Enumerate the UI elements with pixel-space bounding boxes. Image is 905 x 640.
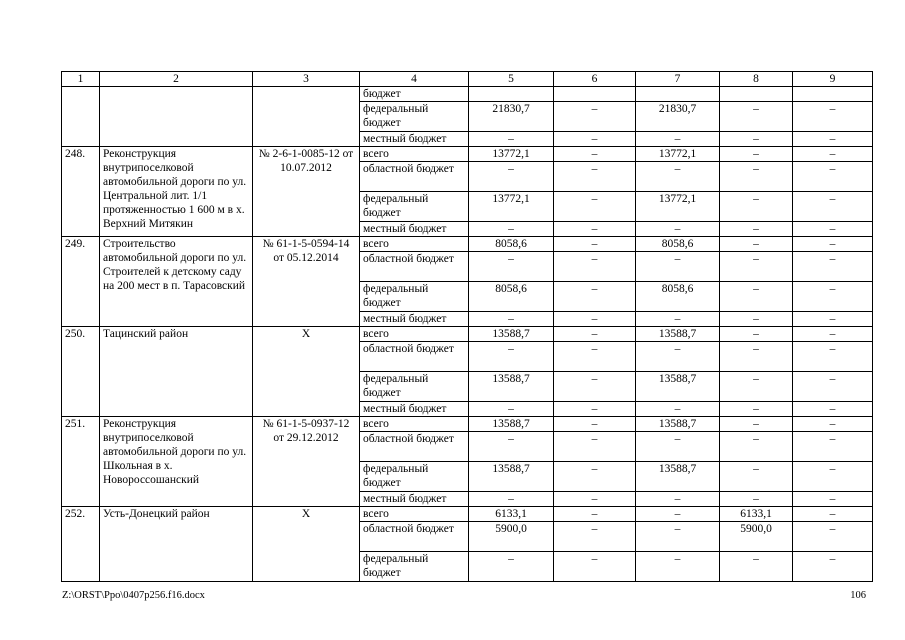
funding-type: всего (360, 237, 469, 252)
funding-type: федеральный бюджет (360, 282, 469, 312)
value-cell-5 (469, 87, 554, 102)
footer-file-path: Z:\ORST\Ppo\0407p256.f16.docx (62, 590, 205, 601)
value-cell-6: – (554, 432, 636, 462)
value-cell-5: – (469, 492, 554, 507)
value-cell-5: 13772,1 (469, 147, 554, 162)
document-ref: Х (253, 507, 360, 582)
header-cell-9: 9 (793, 72, 873, 87)
value-cell-9: – (793, 552, 873, 582)
document-ref: № 2-6-1-0085-12 от 10.07.2012 (253, 147, 360, 237)
value-cell-6: – (554, 192, 636, 222)
value-cell-8: – (720, 252, 793, 282)
value-cell-9: – (793, 492, 873, 507)
funding-type: федеральный бюджет (360, 372, 469, 402)
value-cell-9: – (793, 432, 873, 462)
funding-type: всего (360, 507, 469, 522)
value-cell-7: – (636, 252, 720, 282)
value-cell-8: – (720, 147, 793, 162)
value-cell-5: 13588,7 (469, 327, 554, 342)
object-name: Строительство автомобильной дороги по ул. Строителей к детскому саду на 200 мест в п. Тарасовский (100, 237, 253, 327)
value-cell-7 (636, 87, 720, 102)
object-name: Тацинский район (100, 327, 253, 417)
value-cell-7: 13772,1 (636, 147, 720, 162)
value-cell-7: – (636, 132, 720, 147)
header-cell-4: 4 (360, 72, 469, 87)
header-cell-6: 6 (554, 72, 636, 87)
value-cell-9: – (793, 132, 873, 147)
value-cell-5: 8058,6 (469, 237, 554, 252)
value-cell-6: – (554, 222, 636, 237)
value-cell-5: 21830,7 (469, 102, 554, 132)
funding-type: областной бюджет (360, 252, 469, 282)
value-cell-6: – (554, 417, 636, 432)
value-cell-5: – (469, 162, 554, 192)
value-cell-6: – (554, 552, 636, 582)
value-cell-6: – (554, 372, 636, 402)
value-cell-9: – (793, 237, 873, 252)
value-cell-6: – (554, 237, 636, 252)
funding-type: областной бюджет (360, 522, 469, 552)
row-number: 251. (62, 417, 100, 507)
value-cell-7: 8058,6 (636, 282, 720, 312)
header-row (62, 72, 873, 87)
value-cell-9: – (793, 342, 873, 372)
value-cell-9: – (793, 507, 873, 522)
value-cell-7: 13588,7 (636, 462, 720, 492)
document-ref (253, 87, 360, 147)
value-cell-5: – (469, 552, 554, 582)
value-cell-6: – (554, 102, 636, 132)
value-cell-7: – (636, 507, 720, 522)
value-cell-6: – (554, 522, 636, 552)
value-cell-6: – (554, 492, 636, 507)
value-cell-7: – (636, 342, 720, 372)
table-row (62, 237, 873, 252)
value-cell-8: – (720, 132, 793, 147)
funding-type: федеральный бюджет (360, 192, 469, 222)
value-cell-6 (554, 87, 636, 102)
header-cell-5: 5 (469, 72, 554, 87)
value-cell-8: 5900,0 (720, 522, 793, 552)
value-cell-7: – (636, 432, 720, 462)
value-cell-5: 5900,0 (469, 522, 554, 552)
funding-type: областной бюджет (360, 162, 469, 192)
value-cell-5: – (469, 312, 554, 327)
row-number: 250. (62, 327, 100, 417)
header-cell-1: 1 (62, 72, 100, 87)
value-cell-6: – (554, 147, 636, 162)
value-cell-5: 13588,7 (469, 372, 554, 402)
value-cell-8: – (720, 102, 793, 132)
value-cell-9: – (793, 102, 873, 132)
value-cell-8: – (720, 327, 793, 342)
funding-type: местный бюджет (360, 402, 469, 417)
value-cell-9: – (793, 462, 873, 492)
funding-type: областной бюджет (360, 342, 469, 372)
funding-type: федеральный бюджет (360, 462, 469, 492)
object-name (100, 87, 253, 147)
table-row (62, 87, 873, 102)
value-cell-5: 13772,1 (469, 192, 554, 222)
value-cell-7: 13772,1 (636, 192, 720, 222)
value-cell-7: 21830,7 (636, 102, 720, 132)
value-cell-6: – (554, 252, 636, 282)
value-cell-8: – (720, 417, 793, 432)
value-cell-9: – (793, 162, 873, 192)
object-name: Усть-Донецкий район (100, 507, 253, 582)
value-cell-6: – (554, 162, 636, 192)
value-cell-5: – (469, 132, 554, 147)
value-cell-8: – (720, 372, 793, 402)
value-cell-8: – (720, 552, 793, 582)
value-cell-6: – (554, 282, 636, 312)
value-cell-5: 6133,1 (469, 507, 554, 522)
value-cell-9 (793, 87, 873, 102)
value-cell-6: – (554, 327, 636, 342)
value-cell-9: – (793, 222, 873, 237)
value-cell-8: 6133,1 (720, 507, 793, 522)
funding-type: местный бюджет (360, 132, 469, 147)
funding-type: местный бюджет (360, 222, 469, 237)
value-cell-7: – (636, 402, 720, 417)
budget-table (61, 71, 873, 582)
value-cell-7: 13588,7 (636, 372, 720, 402)
value-cell-7: – (636, 492, 720, 507)
funding-type: федеральный бюджет (360, 552, 469, 582)
value-cell-7: – (636, 222, 720, 237)
value-cell-8: – (720, 222, 793, 237)
value-cell-5: – (469, 432, 554, 462)
value-cell-8: – (720, 162, 793, 192)
document-ref: № 61-1-5-0594-14 от 05.12.2014 (253, 237, 360, 327)
value-cell-9: – (793, 372, 873, 402)
value-cell-9: – (793, 522, 873, 552)
value-cell-8: – (720, 237, 793, 252)
value-cell-8: – (720, 402, 793, 417)
row-number: 252. (62, 507, 100, 582)
value-cell-9: – (793, 252, 873, 282)
value-cell-5: – (469, 402, 554, 417)
value-cell-5: 13588,7 (469, 462, 554, 492)
value-cell-8: – (720, 432, 793, 462)
funding-type: федеральный бюджет (360, 102, 469, 132)
value-cell-6: – (554, 507, 636, 522)
document-ref: Х (253, 327, 360, 417)
value-cell-7: – (636, 162, 720, 192)
funding-type: областной бюджет (360, 432, 469, 462)
value-cell-9: – (793, 327, 873, 342)
document-ref: № 61-1-5-0937-12 от 29.12.2012 (253, 417, 360, 507)
object-name: Реконструкция внутрипоселковой автомобильной дороги по ул. Школьная в х. Новороссошанский (100, 417, 253, 507)
row-number: 249. (62, 237, 100, 327)
header-cell-2: 2 (100, 72, 253, 87)
value-cell-8: – (720, 192, 793, 222)
value-cell-7: – (636, 522, 720, 552)
value-cell-7: – (636, 552, 720, 582)
value-cell-6: – (554, 402, 636, 417)
funding-type: всего (360, 147, 469, 162)
value-cell-6: – (554, 312, 636, 327)
value-cell-9: – (793, 402, 873, 417)
header-cell-3: 3 (253, 72, 360, 87)
value-cell-9: – (793, 312, 873, 327)
value-cell-7: – (636, 312, 720, 327)
funding-type: бюджет (360, 87, 469, 102)
value-cell-8 (720, 87, 793, 102)
value-cell-5: 13588,7 (469, 417, 554, 432)
table-row (62, 147, 873, 162)
funding-type: местный бюджет (360, 492, 469, 507)
value-cell-8: – (720, 312, 793, 327)
value-cell-8: – (720, 492, 793, 507)
footer-page-number: 106 (850, 590, 866, 601)
header-cell-8: 8 (720, 72, 793, 87)
value-cell-9: – (793, 192, 873, 222)
funding-type: местный бюджет (360, 312, 469, 327)
value-cell-9: – (793, 147, 873, 162)
value-cell-8: – (720, 342, 793, 372)
value-cell-5: – (469, 342, 554, 372)
value-cell-7: 8058,6 (636, 237, 720, 252)
value-cell-8: – (720, 462, 793, 492)
value-cell-6: – (554, 132, 636, 147)
funding-type: всего (360, 417, 469, 432)
funding-type: всего (360, 327, 469, 342)
object-name: Реконструкция внутрипоселковой автомобильной дороги по ул. Центральной лит. 1/1 протяженностью 1 600 м в х. Верхний Митякин (100, 147, 253, 237)
value-cell-5: – (469, 222, 554, 237)
value-cell-7: 13588,7 (636, 327, 720, 342)
table-row (62, 507, 873, 522)
table-row (62, 327, 873, 342)
row-number: 248. (62, 147, 100, 237)
value-cell-6: – (554, 342, 636, 372)
value-cell-8: – (720, 282, 793, 312)
value-cell-5: 8058,6 (469, 282, 554, 312)
value-cell-9: – (793, 417, 873, 432)
table-row (62, 417, 873, 432)
row-number (62, 87, 100, 147)
value-cell-5: – (469, 252, 554, 282)
header-cell-7: 7 (636, 72, 720, 87)
value-cell-9: – (793, 282, 873, 312)
value-cell-7: 13588,7 (636, 417, 720, 432)
value-cell-6: – (554, 462, 636, 492)
